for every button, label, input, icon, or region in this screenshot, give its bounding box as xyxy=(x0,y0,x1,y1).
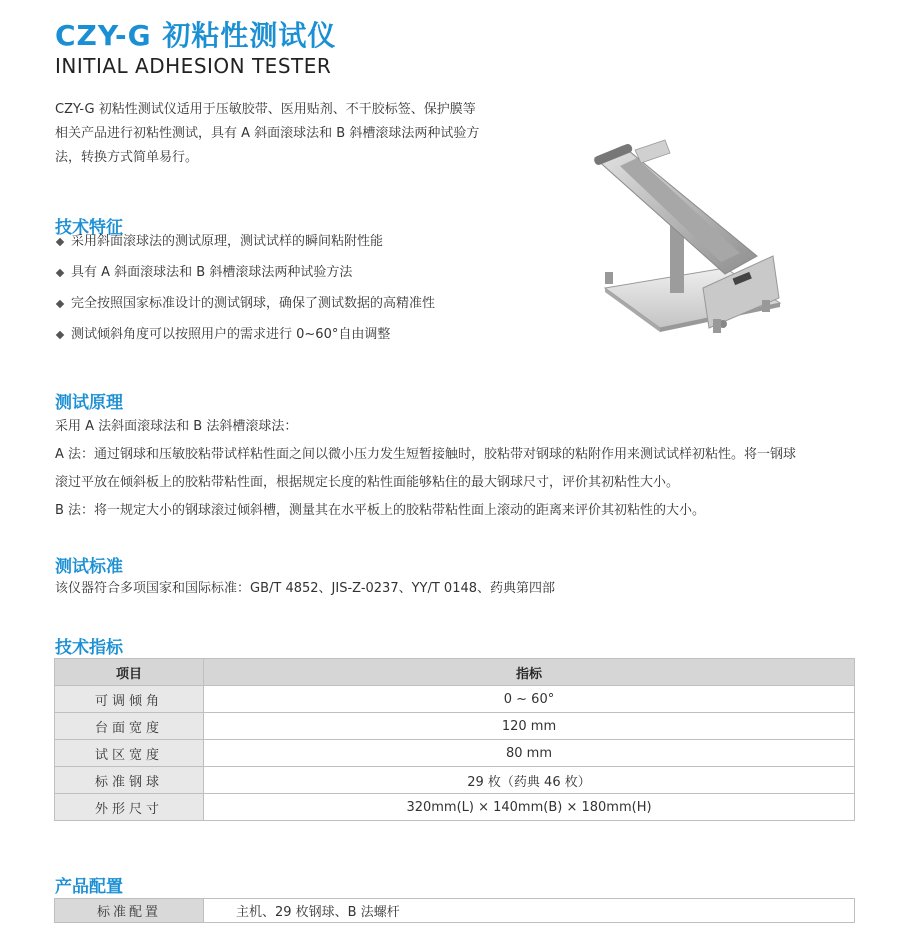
diamond-bullet-icon xyxy=(56,238,64,246)
list-item: 完全按照国家标准设计的测试钢球，确保了测试数据的高精准性 xyxy=(55,295,555,326)
page-title: CZY-G 初粘性测试仪 xyxy=(55,19,337,52)
features-heading: 技术特征 xyxy=(55,218,123,238)
feature-list xyxy=(55,233,555,357)
list-item: 具有 A 斜面滚球法和 B 斜槽滚球法两种试验方法 xyxy=(55,264,555,295)
config-table xyxy=(54,898,855,923)
intro-text: CZY-G 初粘性测试仪适用于压敏胶带、医用贴剂、不干胶标签、保护膜等相关产品进行初粘性测试，具有 A 斜面滚球法和 B 斜槽滚球法两种试验方法，转换方式简单易行。 xyxy=(55,102,480,165)
page-subtitle: INITIAL ADHESION TESTER xyxy=(55,54,332,78)
table-row: 标准钢球 29 枚（药典 46 枚） xyxy=(55,767,855,794)
table-row: 标准配置 主机、29 枚钢球、B 法螺杆 xyxy=(55,899,855,923)
product-image xyxy=(575,128,795,353)
table-header-row xyxy=(55,659,855,686)
principle-text: 采用 A 法斜面滚球法和 B 法斜槽滚球法： A 法：通过钢球和压敏胶粘带试样粘性面之间以微小压力发生短暂接触时，胶粘带对钢球的粘附作用来测试试样初粘性。将一钢球 滚过平放在倾斜板上的胶粘带粘性面，根据规定长度的粘性面能够粘住的最大钢球尺寸，评价其初粘性大小。 B 法：将一规定大小的钢球滚过倾斜槽，测量其在水平板上的胶粘带粘性面上滚动的距离来评价其初粘性的大小。 xyxy=(55,419,797,518)
list-item: 采用斜面滚球法的测试原理，测试试样的瞬间粘附性能 xyxy=(55,233,555,264)
config-heading: 产品配置 xyxy=(55,877,123,897)
column-header: 项目 xyxy=(55,659,204,686)
table-row: 可调倾角 0 ~ 60° xyxy=(55,686,855,713)
specs-table xyxy=(54,658,855,821)
column-header: 指标 xyxy=(204,659,855,686)
specs-heading: 技术指标 xyxy=(55,638,123,658)
standards-text: 该仪器符合多项国家和国际标准：GB/T 4852、JIS-Z-0237、YY/T 0148、药典第四部 xyxy=(55,581,556,596)
diamond-bullet-icon xyxy=(56,300,64,308)
table-row: 试区宽度 80 mm xyxy=(55,740,855,767)
diamond-bullet-icon xyxy=(56,331,64,339)
table-row: 外形尺寸 320mm(L) × 140mm(B) × 180mm(H) xyxy=(55,794,855,821)
principle-heading: 测试原理 xyxy=(55,393,123,413)
table-row: 台面宽度 120 mm xyxy=(55,713,855,740)
diamond-bullet-icon xyxy=(56,269,64,277)
standards-heading: 测试标准 xyxy=(55,557,123,577)
list-item: 测试倾斜角度可以按照用户的需求进行 0~60°自由调整 xyxy=(55,326,555,357)
